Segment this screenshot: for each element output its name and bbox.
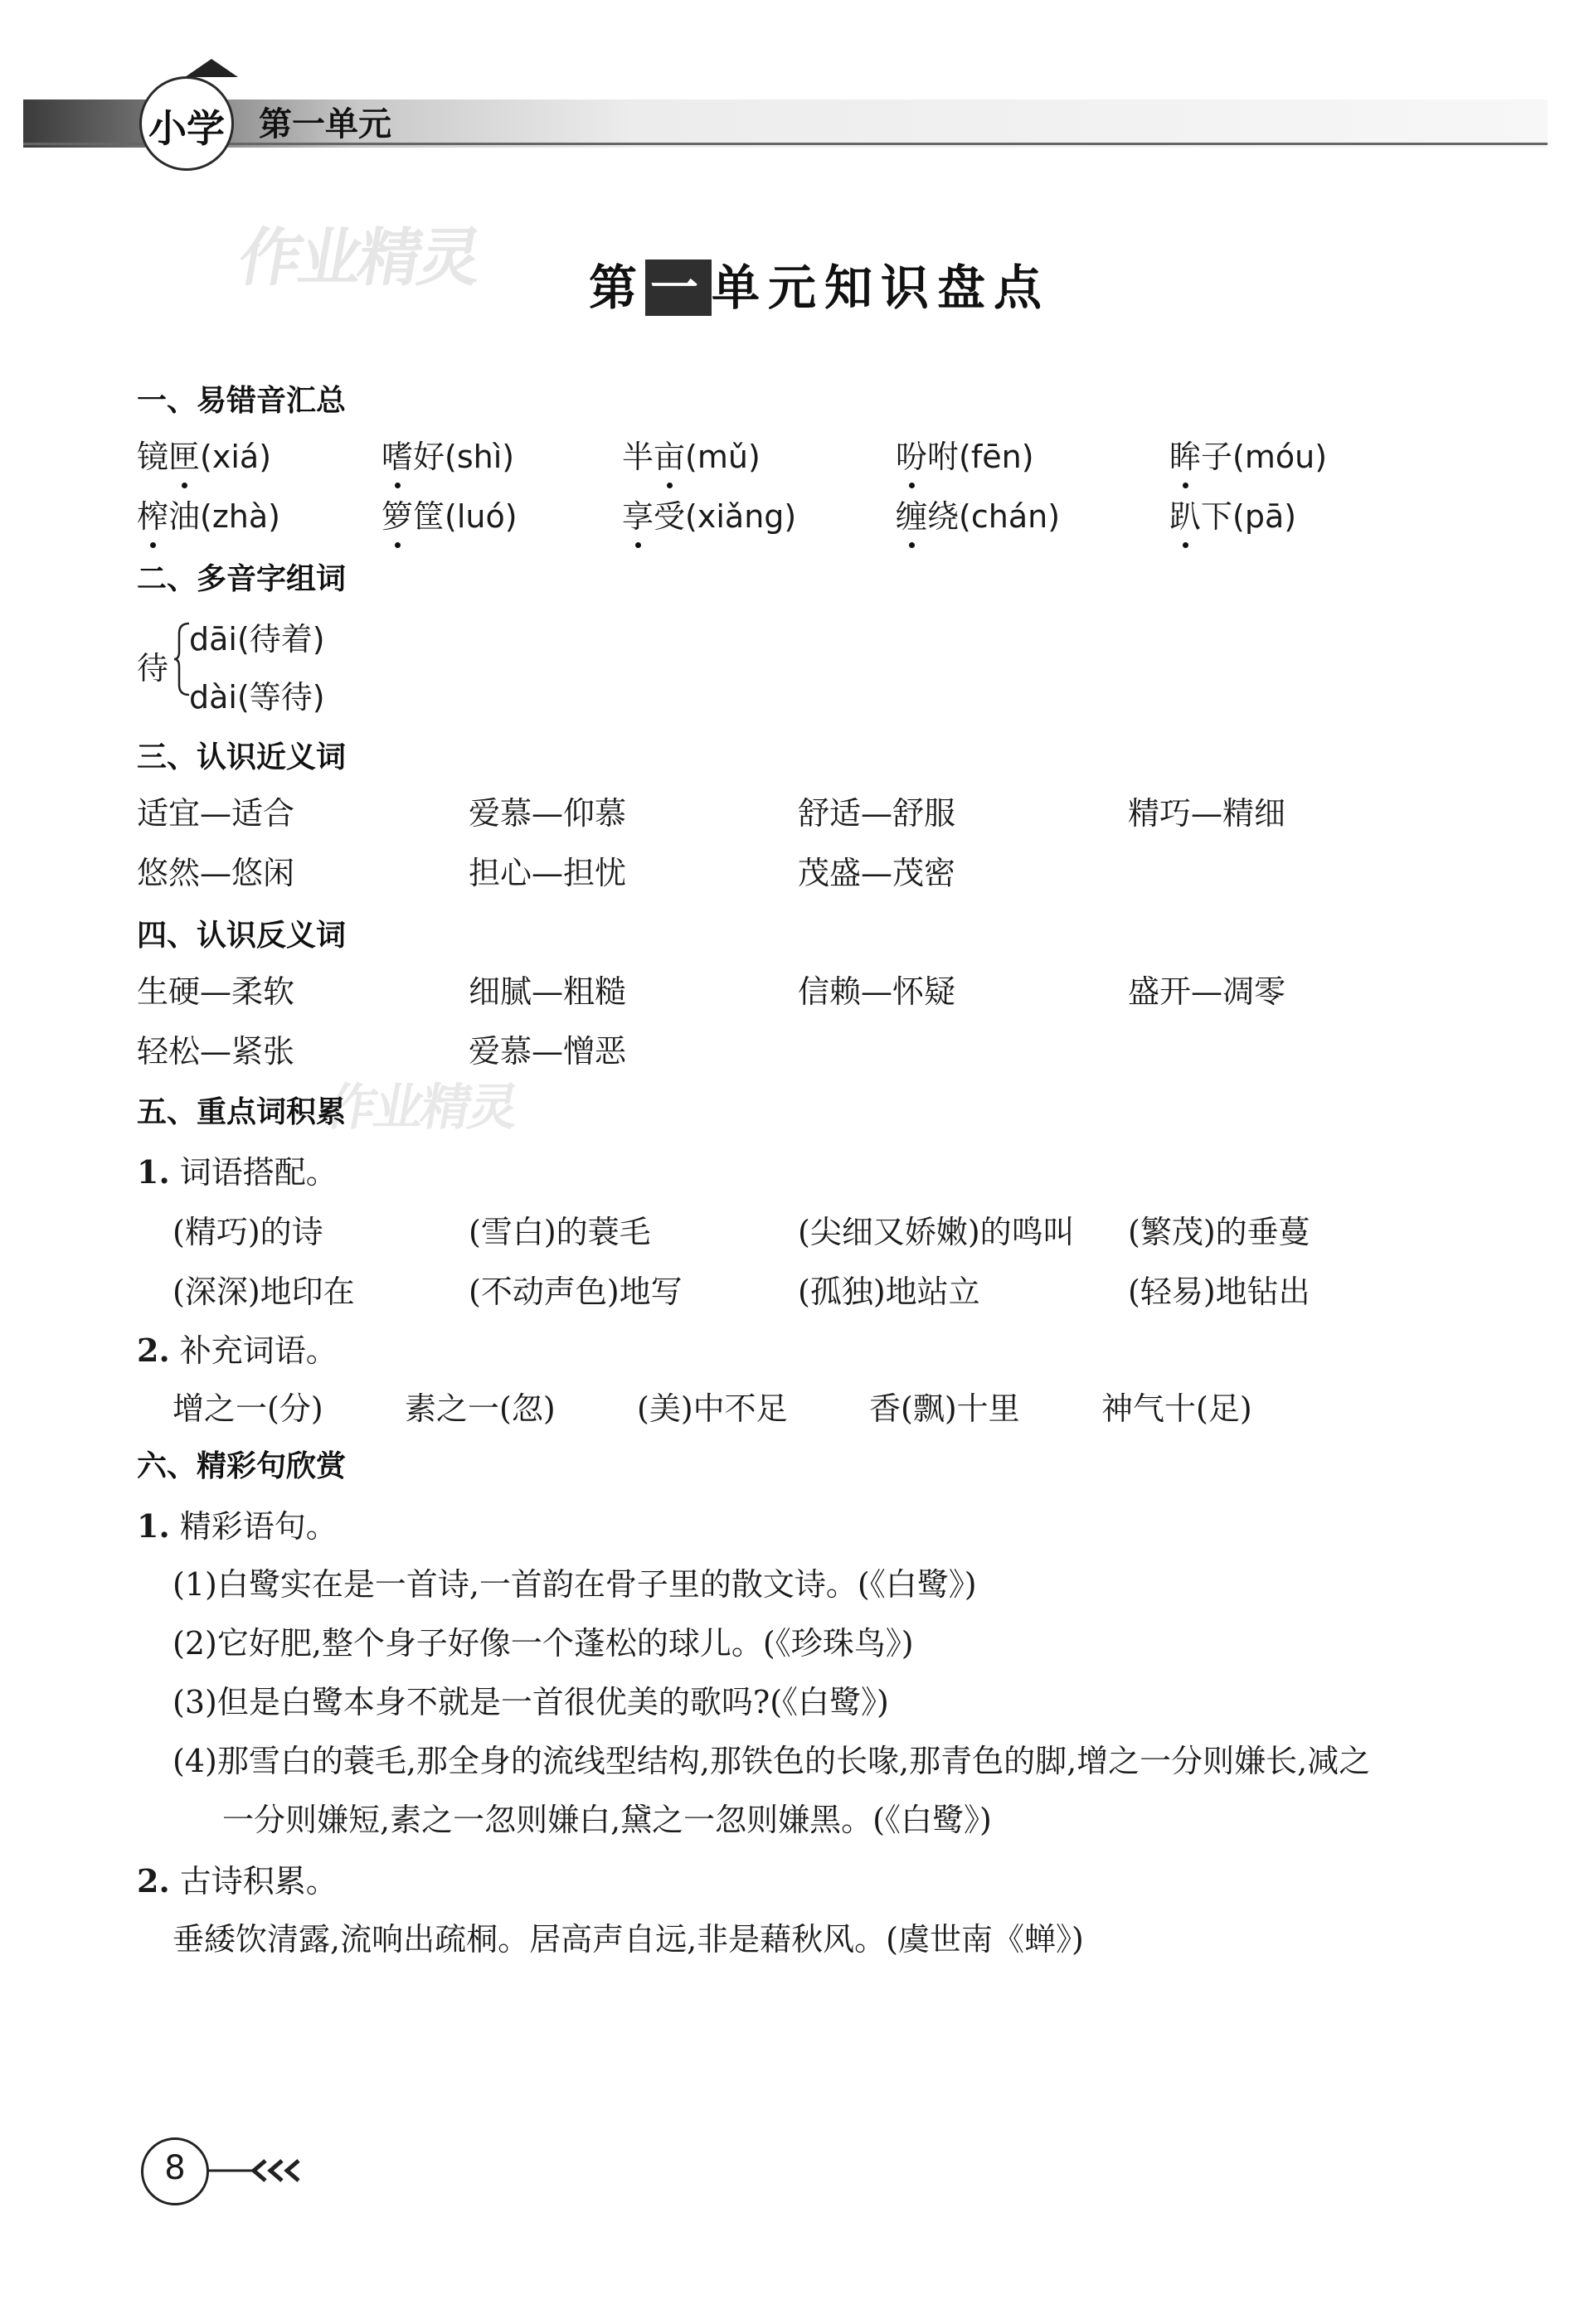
fill-word-item: 香(飘)十里 [869, 1390, 1020, 1427]
sentence-line: (3)但是白鹭本身不就是一首很优美的歌吗?(《白鹭》) [173, 1684, 889, 1720]
pinyin-item: 半亩(mǔ) [622, 431, 761, 477]
antonym-pair: 爱慕—憎恶 [469, 1033, 627, 1070]
antonym-pair: 生硬—柔软 [137, 973, 295, 1010]
logo-badge: 小学 [139, 76, 234, 171]
sentence-line: (1)白鹭实在是一首诗,一首韵在骨子里的散文诗。(《白鹭》) [173, 1566, 977, 1603]
unit-label: 第一单元 [259, 105, 391, 143]
arrow-ornament-icon [206, 2154, 330, 2187]
antonym-pair: 信赖—怀疑 [798, 973, 956, 1010]
pinyin-item: 吩咐(fēn) [896, 431, 1034, 477]
section-heading: 三、认识近义词 [137, 740, 347, 774]
graduation-cap-icon [185, 59, 238, 77]
sub-heading: 1. 精彩语句。 [137, 1507, 338, 1545]
collocation-item: (轻易)地钻出 [1128, 1274, 1310, 1310]
ancient-poem: 垂緌饮清露,流响出疏桐。居高声自远,非是藉秋风。(虞世南《蝉》) [173, 1921, 1084, 1958]
pinyin-item: 眸子(móu) [1169, 431, 1327, 477]
pinyin-item: 嗜好(shì) [381, 431, 514, 477]
fill-word-item: 素之一(忽) [405, 1390, 556, 1427]
sentence-line: (4)那雪白的蓑毛,那全身的流线型结构,那铁色的长喙,那青色的脚,增之一分则嫌长,减之 [173, 1743, 1371, 1779]
page-title: 第 一 单元知识盘点 [589, 260, 1051, 316]
section-heading: 六、精彩句欣赏 [137, 1449, 347, 1483]
section-heading: 二、多音字组词 [137, 562, 347, 596]
section-heading: 五、重点词积累 [137, 1095, 347, 1129]
pinyin-item: 缠绕(chán) [896, 491, 1060, 536]
sentence-line: 一分则嫌短,素之一忽则嫌白,黛之一忽则嫌黑。(《白鹭》) [222, 1802, 992, 1838]
antonym-pair: 细腻—粗糙 [469, 973, 627, 1010]
fill-word-item: 增之一(分) [173, 1390, 323, 1427]
pinyin-item: 榨油(zhà) [137, 491, 280, 536]
collocation-item: (精巧)的诗 [173, 1214, 323, 1250]
antonym-pair: 盛开—凋零 [1128, 973, 1286, 1010]
title-highlight: 一 [645, 260, 712, 316]
sentence-line: (2)它好肥,整个身子好像一个蓬松的球儿。(《珍珠鸟》) [173, 1625, 914, 1662]
collocation-item: (深深)地印在 [173, 1274, 355, 1310]
pinyin-item: 趴下(pā) [1169, 491, 1296, 536]
sub-heading: 2. 古诗积累。 [137, 1862, 338, 1899]
synonym-pair: 精巧—精细 [1128, 795, 1286, 832]
collocation-item: (繁茂)的垂蔓 [1128, 1214, 1310, 1250]
collocation-item: (孤独)地站立 [798, 1274, 980, 1310]
collocation-item: (雪白)的蓑毛 [469, 1214, 651, 1250]
polyphone-reading: dài(等待) [189, 679, 325, 716]
synonym-pair: 爱慕—仰慕 [469, 795, 627, 832]
synonym-pair: 舒适—舒服 [798, 795, 956, 832]
polyphone-char: 待 [137, 650, 169, 687]
synonym-pair: 悠然—悠闲 [137, 855, 295, 891]
synonym-pair: 担心—担忧 [469, 855, 627, 891]
pinyin-item: 享受(xiǎng) [622, 491, 796, 536]
synonym-pair: 茂盛—茂密 [798, 855, 956, 891]
watermark: 作业精灵 [321, 1079, 522, 1137]
antonym-pair: 轻松—紧张 [137, 1033, 295, 1070]
watermark: 作业精灵 [233, 221, 485, 294]
page-number: 8 [164, 2149, 186, 2187]
pinyin-item: 镜匣(xiá) [137, 431, 271, 477]
sub-heading: 1. 词语搭配。 [137, 1153, 338, 1191]
collocation-item: (不动声色)地写 [469, 1274, 683, 1310]
fill-word-item: 神气十(足) [1101, 1390, 1252, 1427]
sub-heading: 2. 补充词语。 [137, 1332, 338, 1369]
header-band [23, 99, 1548, 148]
section-heading: 一、易错音汇总 [137, 384, 347, 418]
pinyin-item: 箩筐(luó) [381, 491, 518, 536]
fill-word-item: (美)中不足 [637, 1390, 788, 1427]
synonym-pair: 适宜—适合 [137, 795, 295, 832]
polyphone-reading: dāi(待着) [189, 621, 325, 657]
collocation-item: (尖细又娇嫩)的鸣叫 [798, 1214, 1075, 1250]
section-heading: 四、认识反义词 [137, 919, 347, 953]
brace-icon [173, 622, 191, 696]
